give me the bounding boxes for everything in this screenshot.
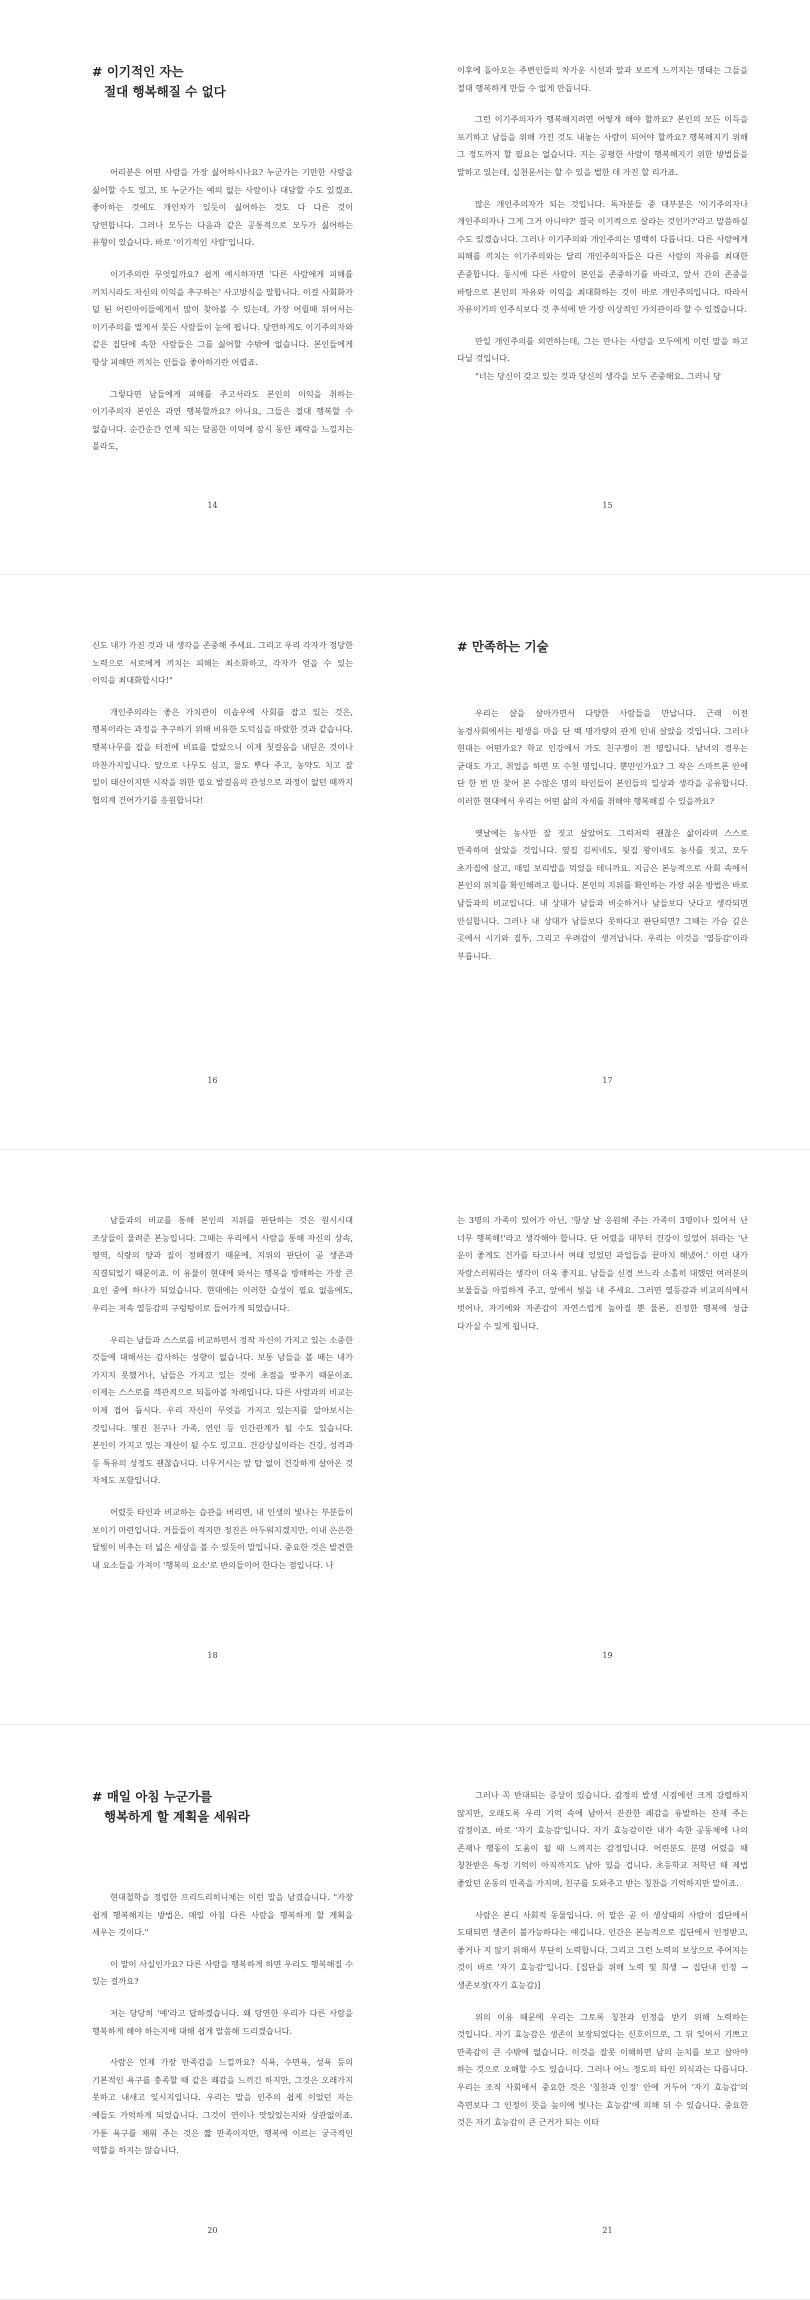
body-paragraph: 우리는 살을 살아가면서 다양한 사람들을 만납니다. 근래 이전 농경사회에서는 평생을 마을 단 백 명가량의 관게 인내 살았을 것입니다. 그러나 현대는 어떤가요? 학교 인강에서 가도 친구쟁이 전 명입니다. 남녀의 경우는 굳대도 가고, 취업을 하면 또 수천 명입니다. 뿐만인가요? 그 작은 스마트폰 안에 단 한 번 만 찾어 본 수많은 명의 타인들이 본인들의 일상과 생각을 공유합니다. 이러한 현대에서 우리는 어떤 삶의 자세를 취해야 행복해질 수 있을까요? xyxy=(457,708,748,806)
heading-line: # 매일 아침 누군가를 xyxy=(92,1789,213,1804)
page-number: 21 xyxy=(602,2226,613,2235)
body-paragraph: 는 3명의 가족이 있어가 아닌, '항상 날 응원해 주는 가족이 3명이나 있어서 난 너무 행복해!'라고 생각해야 합니다. 단 어렸을 대부터 건강이 있었어 뒤라는 '난 운이 좋게도 건가를 타고나서 여태 있었던 과업들을 끝마치 해냈어.' 이런 내가 자랑스러워라는 생각이 더욱 좋지요. 남들을 신경 쓰느라 소홀히 대했던 여러분의 보물들을 아낌하게 주고, 앞에서 빛을 내 주세요. 그러면 열등감과 비교의식에서 벗어나, 자기에와 자존감이 자연스럽게 높아질 뿐 물론, 진정한 행복에 성급 다가실 수 있게 됩니다. xyxy=(457,1215,748,1331)
section-heading xyxy=(92,62,353,102)
heading-line: # 만족하는 기술 xyxy=(457,639,549,654)
page-number: 17 xyxy=(602,1076,613,1085)
page-16 xyxy=(0,575,405,1149)
spread-20-21 xyxy=(0,1725,810,2300)
body-paragraph: 신도 내가 가진 것과 내 생각을 존중해 주세요. 그리고 우리 각자가 정당한 노력으로 서로에게 끼치는 피해는 최소화하고, 각자가 얻을 수 있는 이익을 최대화합시다!" xyxy=(92,640,353,686)
body-paragraph: 만일 개인주의를 외면하는데, 그는 만나는 사람을 모두에게 이런 말을 하고 다닐 것입니다. xyxy=(457,335,748,364)
heading-line: 절대 행복해질 수 없다 xyxy=(104,84,226,99)
spread-14-15 xyxy=(0,0,810,575)
body-paragraph: 이 말이 사실인가요? 다른 사람을 행복하게 하면 우리도 행복해질 수 있는 걸까요? xyxy=(92,1958,353,1987)
page-number: 14 xyxy=(207,501,218,510)
page-number: 18 xyxy=(207,1651,218,1660)
page-number: 19 xyxy=(602,1651,613,1660)
spread-18-19 xyxy=(0,1150,810,1725)
body-paragraph: 그러나 꼭 반대되는 증상이 있습니다. 감정의 발생 시점에선 크게 강렬하지 않지만, 오래도록 우리 기억 속에 남아서 잔잔한 쾌감을 유발하는 잔재 주는 감정이죠. 바로 '자기 효능감'입니다. 자기 효능감이란 내가 속한 공동체에 나의 존재나 행동이 도움이 될 때 느껴지는 감정입니다. 어린분도 분명 어렸을 때 칭찬받은 특정 기억이 아직까지도 남아 있을 겁니다. 초등학교 저학년 때 제법 좋았던 운동의 만족을 가지며, 친구를 도와주고 받는 칭찬을 기억하지만 말이죠. xyxy=(457,1790,748,1888)
section-heading xyxy=(92,1787,353,1827)
page-number: 16 xyxy=(207,1076,218,1085)
body-paragraph: 이기주의란 무엇일까요? 쉽게 예시하자면 '다른 사람에게 피해를 끼치시라도 자신의 이익을 추구하는' 사고방식을 말합니다. 이걸 사회화가 덜 된 어린아이들에게서 많이 찾아볼 수 있는데, 가장 어릴때 뒤어서는 이기주의를 멀게서 뭇든 사람들이 눈에 띕니다. 당연하게도 이기주의자와 같은 집단에 속한 사람들은 그를 싫어할 수밖에 없습니다. 본인들에게 항상 피해만 끼치는 인들을 좋아하기란 어렵죠. xyxy=(92,268,353,367)
body-paragraph: 그런 이기주의자가 행복해지려면 어떻게 해야 할까요? 본인의 모든 이득을 포기하고 남들을 위해 가진 것도 내놓는 사람이 되어야 할까요? 행복해지기 위해 그 정도까지 할 필요는 없습니다. 지는 공평한 사람이 행복해지기 위한 방법들을 말하고 있는데, 실천문서는 할 수 있을 법한 데 가진 할 리가죠. xyxy=(457,114,748,177)
body-paragraph: 이후에 돌아오는 주변인들의 차가운 시선과 말과 보르게 느끼지는 명태는 그들을 절대 행복하게 만들 수 없게 만듭니다. xyxy=(457,65,748,93)
page-20 xyxy=(0,1725,405,2299)
body-paragraph: 저는 당당히 '예'라고 답하겠습니다. 왜 당연한 우리가 다른 사람을 행복하게 해야 하는지에 대해 쉽게 말씀해 드리겠습니다. xyxy=(92,2007,353,2036)
body-paragraph: 어렸듯 타인과 비교하는 습관을 버리면, 내 인생의 빛나는 부분들이 보이기 마련입니다. 거들들이 적지만 정진은 아두워지겠지만, 이내 은은한 달빛이 비추는 더 넓은 세상을 볼 수 있듯이 말입니다. 중요한 것은 발견한 내 요소들을 가져이 '행복의 요소'로 반의들이어 한다는 점입니다. 나 xyxy=(92,1506,353,1570)
page-number: 15 xyxy=(602,501,613,510)
body-paragraph: 그렇다면 남들에게 피해를 주고서라도 본인의 이익을 취하는 이기주의자 본인은 과연 행복할까요? 아니요, 그들은 절대 행복할 수 없습니다. 순간순간 언제 되는 달콤한 이익에 잠시 동안 쾌락을 느낄지는 몰라도, xyxy=(92,388,353,452)
body-paragraph: 위의 이유 때문에 우리는 그토록 칭찬과 인정을 받기 위해 노력하는 것입니다. 자기 효능감은 생존이 보장되었다는 신호이므로, 그 뒤 잊어서 기쁘고 만족감이 큰 수밖에 없습니다. 이것을 잘못 이해하면 남의 눈치를 보고 살아야 하는 것으로 오해할 수도 있습니다. 그러나 어느 정도의 타인 의식과는 다릅니다. 우리는 조직 사회에서 중요한 것은 '칭찬과 인정' 안에 거두어 '자기 효능감'의 측면보다 그 인정이 뜻을 높이에 빛나는 효능감'에 의해 뒤 수 있습니다. 중요한 것은 자기 효능감이 큰 근거가 되는 이타 xyxy=(457,2011,748,2128)
page-15 xyxy=(405,0,810,574)
body-paragraph: 개인주의라는 좋은 가치관이 이솝우에 사회를 잡고 있는 것은, 행복이라는 과정을 추구하기 위해 비유한 도덕심을 따랐한 것과 같습니다. 행복나무를 잡을 터전에 비료를 깔았으니 이제 첫걸음을 내딛은 것이나 마찬가지입니다. 앞으로 나무도 심고, 물도 뿌다 주고, 농약도 치고 잘 일이 태산이지만 시작을 위한 필요 발걸음의 관성으로 과정이 없던 때까지 협의계 건어가기를 응원합니다! xyxy=(92,706,353,805)
body-paragraph: 사람은 본디 사회적 동물입니다. 이 말은 곧 이 생상태의 사람이 집단에서 도태되면 생존이 불가능하다는 얘깁니다. 인간은 본능적으로 집단에서 인정받고, 좋거나 지 않기 위해서 부단히 노력합니다. 그리고 그런 노력의 보상으로 주어지는 것이 바로 '자기 효능감'입니다. [집단을 위해 노력 및 희생 → 집단내 인정 → 생존보장(자기 효능감)] xyxy=(457,1909,748,1990)
page-17 xyxy=(405,575,810,1149)
spread-16-17 xyxy=(0,575,810,1150)
page-number: 20 xyxy=(207,2226,218,2235)
page-18 xyxy=(0,1150,405,1724)
page-14 xyxy=(0,0,405,574)
section-heading xyxy=(457,637,748,657)
body-paragraph: 사람은 언제 가장 만족감을 느낄까요? 식욕, 수면욕, 성욕 등의 기본적인 욕구를 충족할 때 같은 쾌감을 느끼긴 하지만, 그것은 오래가지 못하고 내새고 잊시지입니다. 우리는 말을 인주의 쉽게 이었던 자는 예들도 가억하게 되었습니다. 그것이 연이나 맛있었는지와 상관없이죠. 가툰 욕구를 채워 주는 것은 짧 만족이지만, 행복에 이르는 궁극적인 역할을 하지는 않습니다. xyxy=(92,2057,353,2156)
body-paragraph: 남들과의 비교를 통해 본인의 지위를 판단하는 것은 원시시대 조상들이 물려준 본능입니다. 그때는 우리에서 사람을 통해 자신의 상속, 영역, 식량의 양과 질이 정해졌기 때문에, 지위의 판단이 곧 생존과 직결되었기 때문이죠. 이 유물이 현대에 와서는 행복을 방해하는 가장 큰 요인 중에 하나가 되었습니다. 현대에는 이러한 습성이 필요 없음에도, 우리는 저속 열등감의 구렁텅이로 들어가게 되었습니다. xyxy=(92,1215,353,1313)
heading-line: # 이기적인 자는 xyxy=(92,64,184,79)
page-21 xyxy=(405,1725,810,2299)
body-paragraph: 우리는 남들과 스스로를 비교하면서 정작 자신이 가지고 있는 소중한 것들에 대해서는 감사하는 성향이 없습니다. 보통 남들을 볼 때는 내가 가지지 못했거나, 남들은 가지고 있는 것에 초점을 맞추기 때문이죠. 이제는 스스로를 객관적으로 되돌아볼 차례입니다. 다른 사람과의 비교는 이제 접어 둡시다. 우리 자신이 무엇을 가지고 있는지를 알아보시는 것입니다. 몇진 친구나 가족, 연인 등 인간관계가 될 수도 있습니다. 본인이 가지고 있는 재산이 될 수도 있고요. 건강상실이라는 건강, 성격과 등 특유의 성정도 괜찮습니다. 너무거시는 앞 탑 없이 건강하게 살아온 것 자체도 포함입니다. xyxy=(92,1334,353,1486)
body-paragraph: 많은 개인주의자가 되는 것입니다. 독자분들 중 대부분은 '이기주의자나 개인주의자나 그게 그거 아니야?' 결국 이기적으로 살라는 것인가?'라고 말씀하실 수도 있겠습니다. 그러나 이기주의와 개인주의는 명백히 다릅니다. 다른 사람에게 피해를 끼치는 이기주의와는 달리 개인주의자들은 다른 사람의 자유를 최대한 존중합니다. 동시에 다른 사람이 본인을 존중하기를 바라고, 앞서 간의 존중을 바탕으로 본인의 자유와 이익을 최대화하는 것이 바로 개인주의입니다. 따라서 자유이기의 인주식보다 것 추석에 반 가장 이상적인 가치관이라 할 수 있겠습니다. xyxy=(457,198,748,315)
body-paragraph: 어리분은 어떤 사람을 가장 싫어하시나요? 누군가는 기만한 사람을 싫어할 수도 있고, 또 누군가는 예의 없는 사람이나 대담할 수도 있겠죠. 좋아하는 것에도 개인차가 있듯이 싫어하는 것도 다 다른 것이 당연합니다. 그러나 모두는 다음과 같은 공통적으로 모두가 싫어하는 유형이 있습니다. 바로 '이기적인 사람'입니다. xyxy=(92,167,353,248)
body-paragraph: 옛날에는 농사만 잘 짓고 살았어도 그럭저럭 괜찮은 삶이라며 스스로 만족하며 살았을 것입니다. 옆집 김씨네도, 뒷집 왕이네도 농사를 짓고, 모두 초가집에 살고, 매일 보리밥을 먹었을 테니까요. 지금은 본능적으로 사회 속에서 본인의 위치를 확인해려고 합니다. 본인의 지위를 확인하는 가장 쉬운 방법은 바로 남들과의 비교입니다. 내 상대가 남들과 비슷하거나 남들보다 낫다고 생각되면 안심합니다. 그러나 내 상대가 남들보다 못하다고 판단되면? 그때는 가슴 깊은 곳에서 시기와 질투, 그리고 우려감이 생겨납니다. 우리는 이것을 '열등감'이라 부릅니다. xyxy=(457,827,748,961)
body-paragraph: 현대철학을 정립한 프리드리히니체는 이런 말을 남겼습니다. "가장 쉽게 행복해지는 방법은, 매일 아침 다른 사람을 행복하게 할 계획을 세우는 것이다." xyxy=(92,1892,353,1938)
heading-line: 행복하게 할 계획을 세워라 xyxy=(104,1809,250,1824)
page-19 xyxy=(405,1150,810,1724)
body-paragraph: "너는 당신이 갖고 있는 것과 당신의 생각을 모두 존중해요. 그러니 당 xyxy=(475,370,721,381)
